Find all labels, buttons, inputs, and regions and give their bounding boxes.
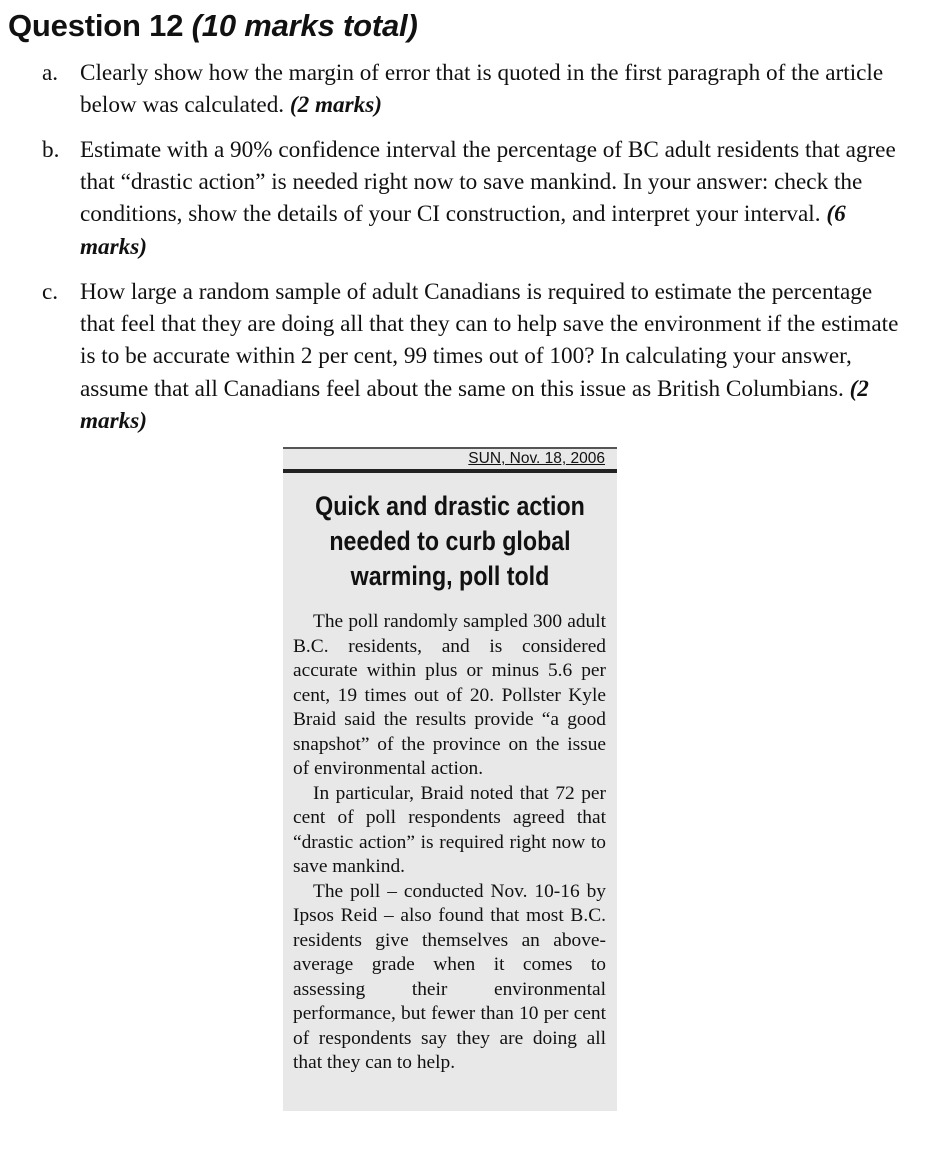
part-c-letter: c. xyxy=(42,279,59,305)
question-total-marks: (10 marks total) xyxy=(191,8,418,43)
question-heading xyxy=(8,6,418,46)
part-a xyxy=(42,57,906,121)
article-paragraph: In particular, Braid noted that 72 per cent of poll respondents agreed that “drastic action” is required right now to save mankind. xyxy=(293,782,606,877)
part-c-marks: (2 marks) xyxy=(80,375,869,434)
part-b-letter: b. xyxy=(42,137,60,163)
part-b-text: Estimate with a 90% confidence interval the percentage of BC adult residents that agree that “drastic action” is needed right now to save mankind. In your answer: check the conditions, show the details of your CI construction, and interpret your interval. xyxy=(80,137,896,228)
part-a-marks: (2 marks) xyxy=(289,92,382,119)
masthead-rule xyxy=(283,469,617,473)
part-c-text: How large a random sample of adult Canadians is required to estimate the percentage that feel that they are doing all that they can to help save the environment if the estimate is to be accurate within 2 per cent, 99 times out of 100? In calculating your answer, assume that all Canadians feel about the same on this issue as British Columbians. xyxy=(80,279,899,402)
article-headline: Quick and drastic action needed to curb global warming, poll told xyxy=(315,491,585,591)
part-b xyxy=(42,134,906,263)
article-dateline: SUN, Nov. 18, 2006 xyxy=(468,450,605,467)
article-paragraph: The poll – conducted Nov. 10-16 by Ipsos Reid – also found that most B.C. residents give themselves an above-average grade when it comes to assessing their environmental performance, but fewer than 10 per cent of respondents say they are doing all that they can to help. xyxy=(293,880,606,1073)
part-a-letter: a. xyxy=(42,60,59,86)
question-title: Question 12 xyxy=(8,8,184,43)
part-a-text: Clearly show how the margin of error that is quoted in the first paragraph of the article below was calculated. xyxy=(80,60,884,119)
newspaper-clipping xyxy=(283,447,617,1111)
article-paragraph: The poll randomly sampled 300 adult B.C. residents, and is considered accurate within plus or minus 5.6 per cent, 19 times out of 20. Pollster Kyle Braid said the results provide “a good snapshot” of the province on the issue of environmental action. xyxy=(293,611,606,779)
article-body xyxy=(293,610,606,1076)
part-b-marks: (6 marks) xyxy=(80,201,846,260)
part-c xyxy=(42,276,906,437)
